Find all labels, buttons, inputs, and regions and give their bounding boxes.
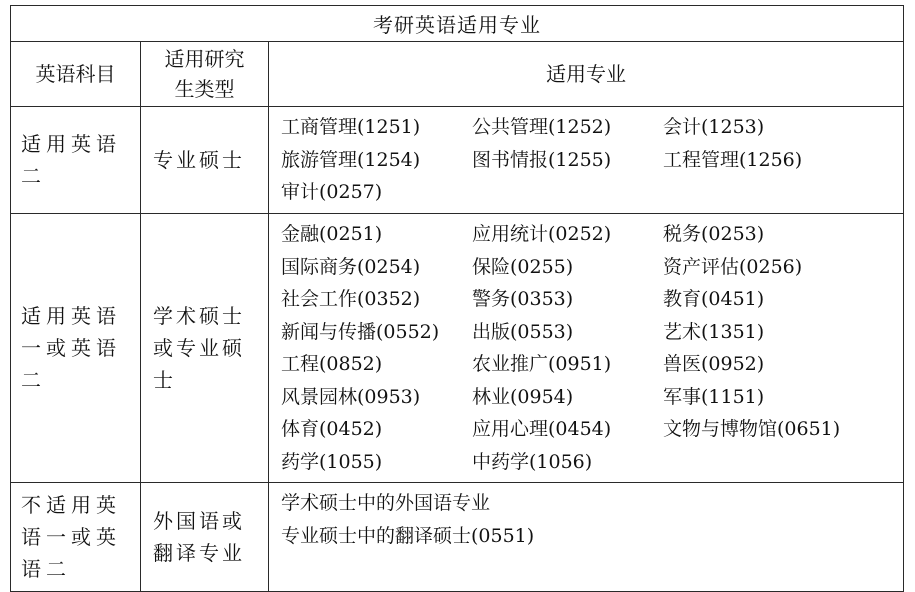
major-item: 旅游管理(1254) (281, 148, 421, 171)
major-item: 税务(0253) (663, 223, 765, 245)
table-row (11, 483, 904, 592)
major-item: 工程管理(1256) (663, 148, 803, 171)
major-item: 资产评估(0256) (663, 255, 803, 278)
majors-table (10, 5, 904, 592)
subject-cell (11, 214, 141, 483)
document-page (10, 5, 903, 581)
major-item: 国际商务(0254) (281, 255, 421, 278)
major-item: 出版(0553) (472, 320, 574, 343)
major-item: 林业(0954) (472, 385, 574, 408)
major-item: 警务(0353) (472, 288, 574, 310)
subject-line: 二 (21, 368, 46, 392)
header-majors: 适用专业 (269, 42, 904, 107)
major-item: 会计(1253) (663, 116, 765, 138)
type-cell (141, 107, 269, 214)
major-item: 社会工作(0352) (281, 288, 421, 310)
type-cell (141, 214, 269, 483)
major-item: 药学(1055) (281, 450, 383, 473)
header-type-line1: 适用研究 (164, 47, 245, 71)
subject-line: 二 (21, 164, 46, 188)
major-item: 公共管理(1252) (472, 116, 612, 138)
majors-cell (269, 214, 904, 483)
subject-line: 适用英语 (21, 304, 121, 328)
subject-line: 语二 (21, 557, 71, 581)
subject-cell (11, 107, 141, 214)
major-item: 中药学(1056) (472, 450, 593, 473)
major-item: 文物与博物馆(0651) (663, 418, 841, 440)
major-line: 专业硕士中的翻译硕士(0551) (281, 524, 535, 547)
major-item: 工商管理(1251) (281, 116, 421, 138)
type-cell (141, 483, 269, 592)
major-item: 应用心理(0454) (472, 418, 612, 440)
major-item: 审计(0257) (281, 181, 383, 203)
header-type-line2: 生类型 (174, 77, 235, 101)
type-line: 或专业硕 (153, 336, 245, 360)
major-item: 风景园林(0953) (281, 385, 421, 408)
type-line: 专业硕士 (153, 148, 245, 172)
majors-cell (269, 107, 904, 214)
major-item: 金融(0251) (281, 223, 383, 245)
major-item: 保险(0255) (472, 255, 574, 278)
table-row (11, 107, 904, 214)
major-line: 学术硕士中的外国语专业 (281, 492, 491, 514)
subject-line: 不适用英 (21, 493, 121, 517)
type-line: 翻译专业 (153, 541, 245, 565)
major-item: 工程(0852) (281, 353, 383, 375)
major-item: 艺术(1351) (663, 320, 765, 343)
subject-line: 语一或英 (21, 525, 121, 549)
major-item: 兽医(0952) (663, 353, 765, 375)
type-line: 外国语或 (153, 509, 245, 533)
major-item: 教育(0451) (663, 288, 765, 310)
major-item: 军事(1151) (663, 385, 765, 408)
type-line: 学术硕士 (153, 304, 245, 328)
table-row (11, 214, 904, 483)
type-line: 士 (153, 368, 176, 392)
table-title: 考研英语适用专业 (11, 6, 904, 42)
major-item: 农业推广(0951) (472, 353, 612, 375)
header-subject (11, 42, 141, 107)
header-type (141, 42, 269, 107)
major-item: 体育(0452) (281, 418, 383, 440)
subject-line: 一或英语 (21, 336, 121, 360)
major-item: 图书情报(1255) (472, 148, 612, 171)
majors-cell (269, 483, 904, 592)
major-item: 应用统计(0252) (472, 223, 612, 245)
major-item: 新闻与传播(0552) (281, 320, 440, 343)
subject-cell (11, 483, 141, 592)
subject-line: 适用英语 (21, 132, 121, 156)
header-subject-text: 英语科目 (35, 62, 116, 86)
